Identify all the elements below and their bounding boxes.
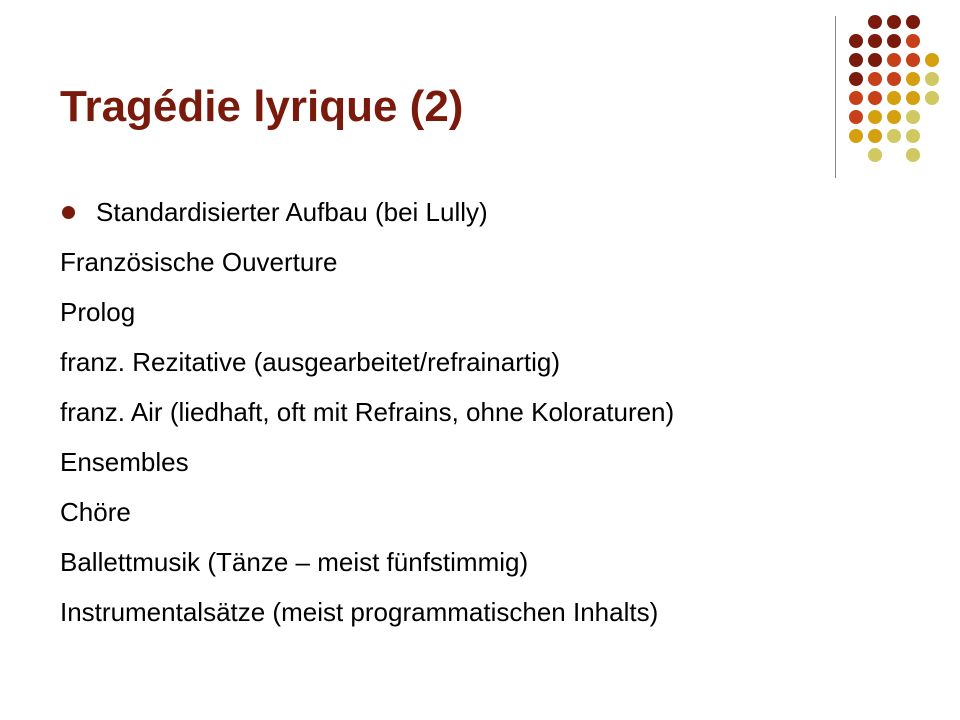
decorative-dot bbox=[906, 129, 920, 143]
decorative-dot bbox=[868, 15, 882, 29]
list-item: Ballettmusik (Tänze – meist fünfstimmig) bbox=[60, 547, 529, 577]
list-item: Prolog bbox=[60, 297, 136, 327]
decorative-dot bbox=[887, 53, 901, 67]
decorative-dot bbox=[906, 91, 920, 105]
decorative-dot bbox=[906, 34, 920, 48]
decorative-dot bbox=[906, 15, 920, 29]
decorative-dot bbox=[925, 72, 939, 86]
slide-body bbox=[60, 190, 940, 640]
decorative-dot bbox=[887, 129, 901, 143]
bullet-text: Standardisierter Aufbau (bei Lully) bbox=[96, 197, 488, 227]
decorative-dot bbox=[849, 53, 863, 67]
decorative-dot bbox=[849, 110, 863, 124]
list-item: Ensembles bbox=[60, 447, 189, 477]
decorative-dot bbox=[868, 53, 882, 67]
bullet-item bbox=[60, 190, 940, 240]
decorative-dot bbox=[868, 34, 882, 48]
decorative-dot bbox=[887, 91, 901, 105]
decorative-dot bbox=[849, 34, 863, 48]
decorative-dot bbox=[906, 72, 920, 86]
decorative-dot bbox=[887, 34, 901, 48]
decorative-dot bbox=[887, 15, 901, 29]
list-item: Chöre bbox=[60, 497, 131, 527]
list-item: franz. Rezitative (ausgearbeitet/refrainartig) bbox=[60, 347, 561, 377]
vertical-divider bbox=[835, 16, 836, 178]
decorative-dot bbox=[868, 148, 882, 162]
decorative-dot bbox=[887, 110, 901, 124]
list-item: franz. Air (liedhaft, oft mit Refrains, ohne Koloraturen) bbox=[60, 397, 675, 427]
decorative-dot bbox=[906, 53, 920, 67]
decorative-dot bbox=[849, 72, 863, 86]
decorative-dot bbox=[868, 110, 882, 124]
decorative-dot bbox=[925, 53, 939, 67]
decorative-dot bbox=[868, 91, 882, 105]
list-item: Französische Ouverture bbox=[60, 247, 338, 277]
decorative-dot bbox=[906, 110, 920, 124]
decorative-dot bbox=[906, 148, 920, 162]
decorative-dot bbox=[849, 129, 863, 143]
bullet-dot-icon bbox=[62, 206, 75, 219]
decorative-dot bbox=[849, 91, 863, 105]
decorative-dot bbox=[925, 91, 939, 105]
decorative-dot bbox=[868, 72, 882, 86]
slide-title: Tragédie lyrique (2) bbox=[60, 82, 464, 131]
list-item: Instrumentalsätze (meist programmatischen Inhalts) bbox=[60, 597, 659, 627]
decorative-dot bbox=[868, 129, 882, 143]
decorative-dot bbox=[887, 72, 901, 86]
